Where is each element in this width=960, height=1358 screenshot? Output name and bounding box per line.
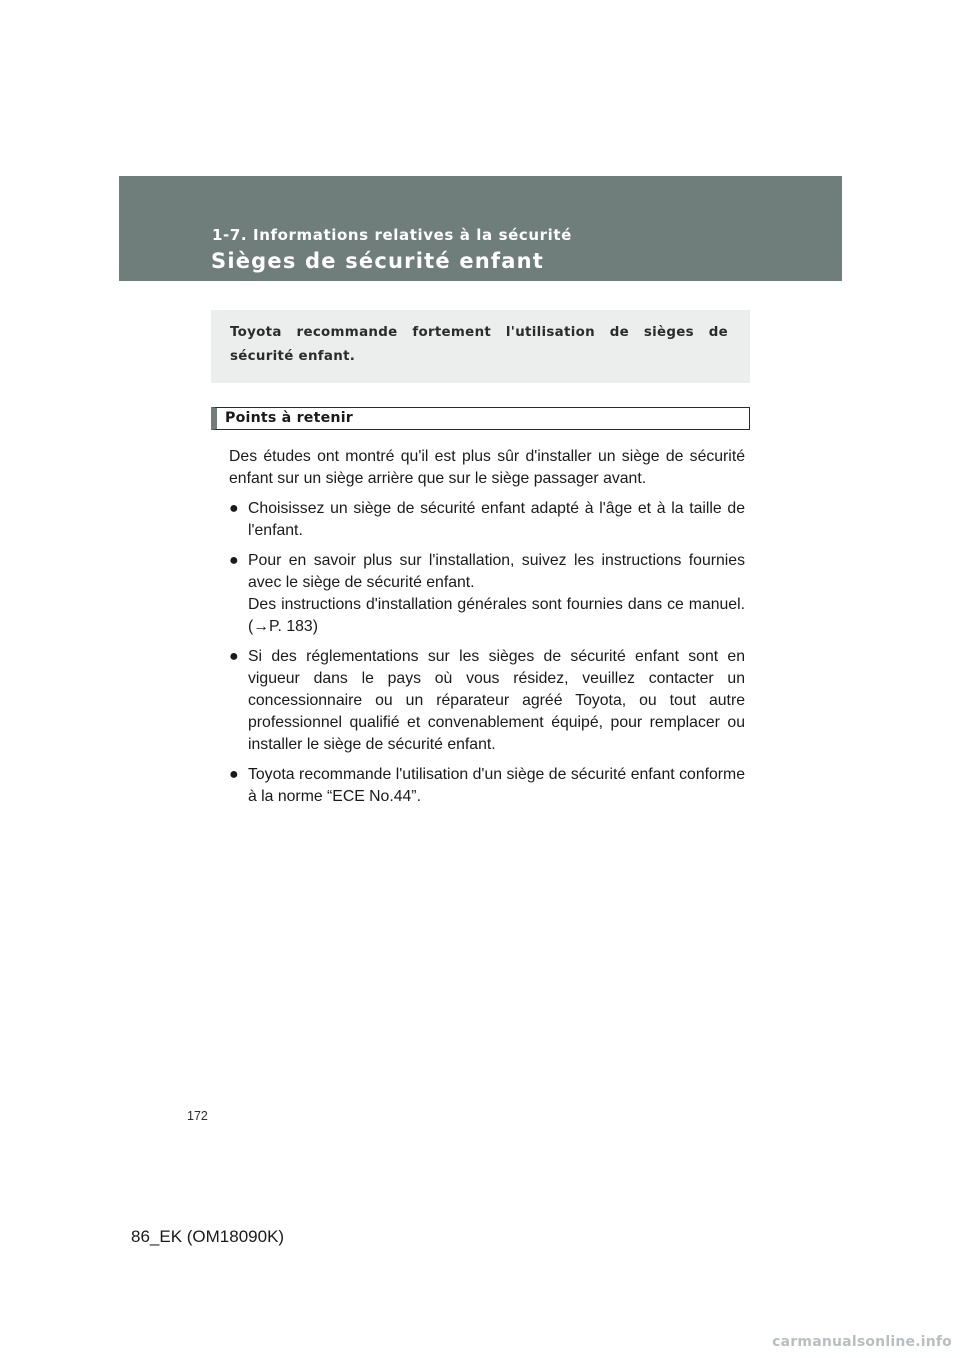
- intro-box: [211, 310, 750, 383]
- intro-paragraph: Des études ont montré qu'il est plus sûr d'installer un siège de sécurité enfant sur un siège arrière que sur le siège passager avant.: [229, 448, 745, 487]
- bullet-item: [229, 498, 745, 542]
- document-code: 86_EK (OM18090K): [131, 1227, 285, 1246]
- filled-circle-icon: ●: [229, 766, 239, 783]
- watermark: carmanualsonline.info: [772, 1334, 952, 1350]
- page-number: 172: [187, 1109, 208, 1123]
- page-title: Sièges de sécurité enfant: [211, 249, 545, 273]
- filled-circle-icon: ●: [229, 648, 239, 665]
- bullet-text: Si des réglementations sur les sièges de sécurité enfant sont en vigueur dans le pays où vous résidez, veuillez contacter un concessionnaire ou un réparateur agréé Toyota, ou tout autre professionnel qualifié et convenablement équipé, pour remplacer ou installer le siège de sécurité enfant.: [248, 648, 745, 753]
- subheading-title: Points à retenir: [225, 410, 353, 426]
- subheading-box: [211, 407, 750, 430]
- bullet-text: Choisissez un siège de sécurité enfant adapté à l'âge et à la taille de l'enfant.: [248, 500, 745, 539]
- section-label: 1-7. Informations relatives à la sécurité: [212, 226, 572, 244]
- bullet-continuation-text: Des instructions d'installation générales sont fournies dans ce manuel. (→P. 183): [248, 596, 745, 635]
- filled-circle-icon: ●: [229, 552, 239, 569]
- bullet-text: Pour en savoir plus sur l'installation, suivez les instructions fournies avec le siège de sécurité enfant.: [248, 552, 745, 591]
- bullet-item: [229, 550, 745, 638]
- bullet-item: [229, 646, 745, 756]
- bullet-text: Toyota recommande l'utilisation d'un siège de sécurité enfant conforme à la norme “ECE No.44”.: [248, 766, 745, 805]
- intro-text: Toyota recommande fortement l'utilisation de sièges de sécurité enfant.: [230, 325, 728, 364]
- main-content: [229, 446, 745, 808]
- bullet-item: [229, 764, 745, 808]
- filled-circle-icon: ●: [229, 500, 239, 517]
